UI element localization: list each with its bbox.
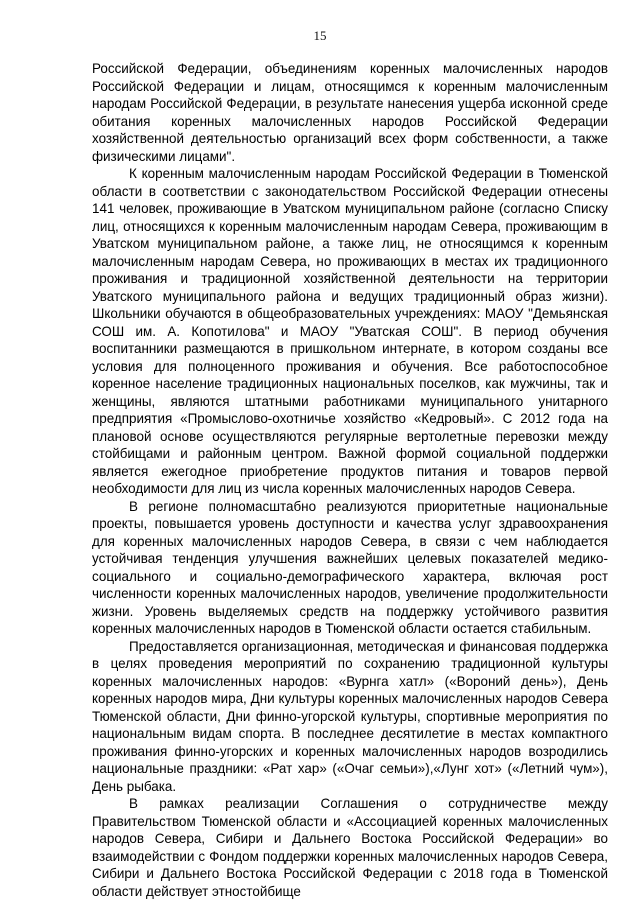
paragraph-national-projects: В регионе полномасштабно реализуются приоритетные национальные проекты, повышается уровень доступности и качества услуг здравоохранения для коренных малочисленных народов Севера, в связи с чем наблюдается устойчивая тенденция улучшения важнейших целевых показателей медико-социального и социально-демографического характера, включая рост численности коренных малочисленных народов, увеличение продолжительности жизни. Уровень выделяемых средств на поддержку устойчивого развития коренных малочисленных народов в Тюменской области остается стабильным. xyxy=(92,498,608,636)
paragraph-agreement: В рамках реализации Соглашения о сотрудничестве между Правительством Тюменской области и «Ассоциацией коренных малочисленных народов Севера, Сибири и Дальнего Востока Российской Федерации» во взаимодействии с Фондом поддержки коренных малочисленных народов Севера, Сибири и Дальнего Востока Российской Федерации с 2018 года в Тюменской области действует этностойбище xyxy=(92,796,608,899)
paragraph-continuation: Российской Федерации, объединениям коренных малочисленных народов Российской Федерации и лицам, относящимся к коренным малочисленным народам Российской Федерации, в результате нанесения ущерба исконной среде обитания коренных малочисленных народов Российской Федерации хозяйственной деятельностью организаций всех форм собственности, а также физическими лицами". xyxy=(92,61,608,164)
paragraph-cultural-support: Предоставляется организационная, методическая и финансовая поддержка в целях проведения мероприятий по сохранению традиционной культуры коренных малочисленных народов: «Вурнга хатл» («Вороний день»), День коренных народов мира, Дни культуры коренных малочисленных народов Севера Тюменской области, Дни финно-угорской культуры, спортивные мероприятия по национальным видам спорта. В последнее десятилетие в местах компактного проживания финно-угорских и коренных малочисленных народов возродились национальные праздники: «Рат хар» («Очаг семьи»),«Лунг хот» («Летний чум»), День рыбака. xyxy=(92,638,608,794)
document-body xyxy=(92,60,608,900)
page-number: 15 xyxy=(313,28,327,43)
paragraph-indigenous-population: К коренным малочисленным народам Российской Федерации в Тюменской области в соответствии с законодательством Российской Федерации отнесены 141 человек, проживающие в Уватском муниципальном районе (согласно Списку лиц, относящихся к коренным малочисленным народам Севера, проживающим в Уватском муниципальном районе, а также лиц, не относящимся к коренным малочисленным народам Севера, но проживающих в местах их традиционного проживания и традиционной хозяйственной деятельности на территории Уватского муниципального района и ведущих традиционный образ жизни). Школьники обучаются в общеобразовательных учреждениях: МАОУ "Демьянская СОШ им. А. Копотилова" и МАОУ "Уватская СОШ". В период обучения воспитанники размещаются в пришкольном интернате, в котором созданы все условия для полноценного проживания и обучения. Все работоспособное коренное население традиционных национальных поселков, как мужчины, так и женщины, являются штатными работниками муниципального унитарного предприятия «Промыслово-охотничье хозяйство «Кедровый». С 2012 года на плановой основе осуществляются регулярные вертолетные перевозки между стойбищами и районным центром. Важной формой социальной поддержки является ежегодное приобретение продуктов питания и товаров первой необходимости для лиц из числа коренных малочисленных народов Севера. xyxy=(92,166,608,496)
